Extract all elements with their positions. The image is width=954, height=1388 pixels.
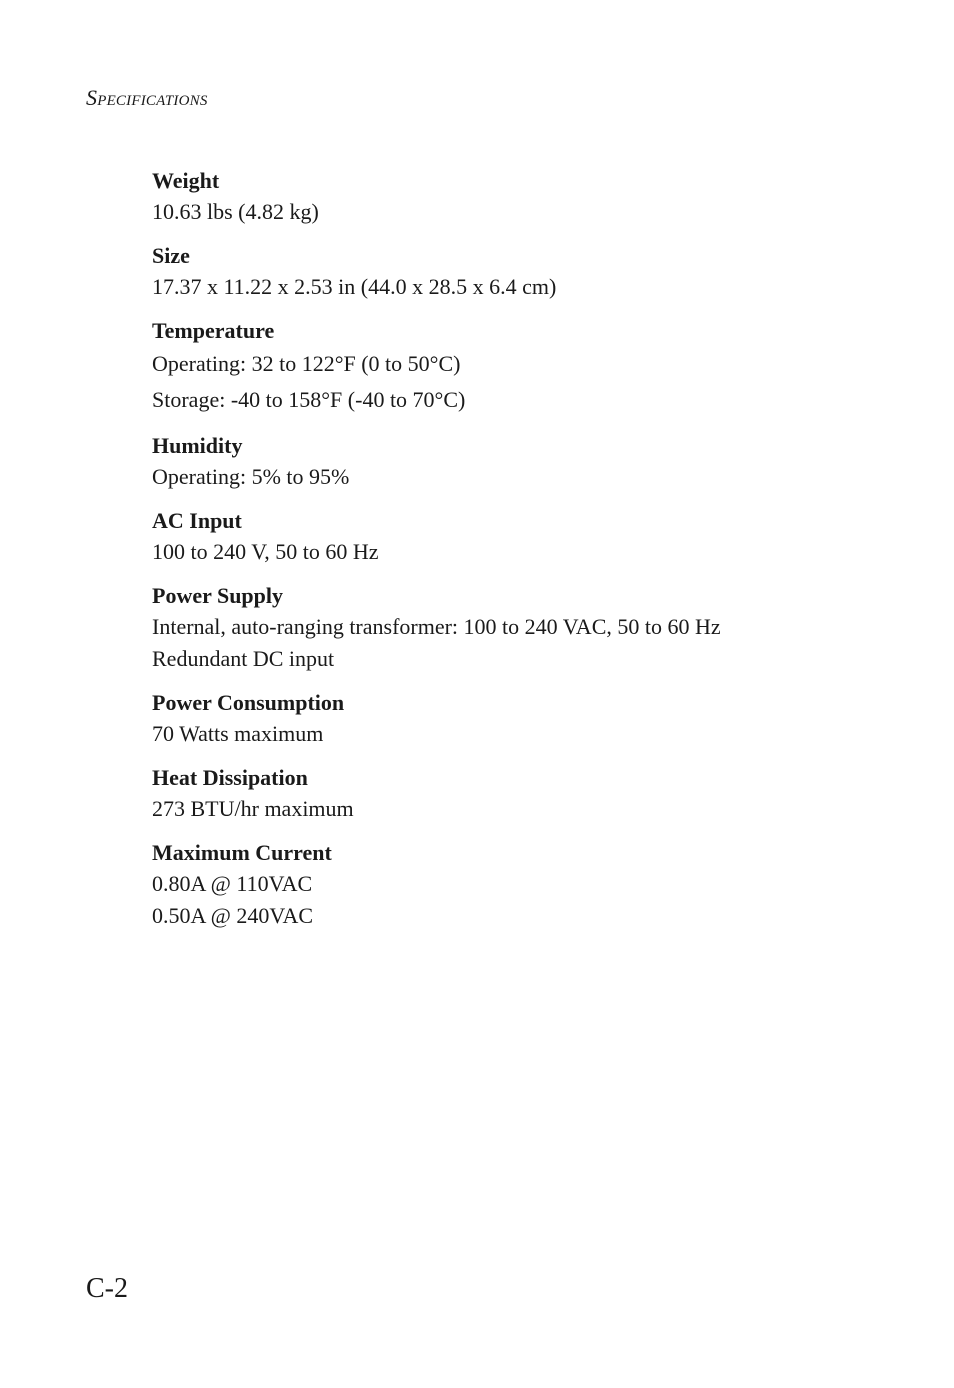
spec-value: Storage: -40 to 158°F (-40 to 70°C) [152, 387, 466, 412]
spec-temperature [152, 316, 872, 418]
spec-value: 273 BTU/hr maximum [152, 796, 354, 821]
spec-heading: Power Consumption [152, 690, 345, 715]
spec-value: Operating: 5% to 95% [152, 464, 350, 489]
running-header: Specifications [86, 85, 208, 110]
spec-value: 10.63 lbs (4.82 kg) [152, 199, 319, 224]
spec-value: 70 Watts maximum [152, 721, 324, 746]
spec-power-consumption [152, 688, 872, 750]
spec-value: 17.37 x 11.22 x 2.53 in (44.0 x 28.5 x 6.4 cm) [152, 274, 557, 299]
spec-maximum-current [152, 838, 872, 932]
spec-value: 100 to 240 V, 50 to 60 Hz [152, 539, 379, 564]
spec-heat-dissipation [152, 763, 872, 825]
spec-weight [152, 166, 872, 228]
spec-heading: Temperature [152, 318, 275, 343]
spec-heading: Heat Dissipation [152, 765, 308, 790]
spec-heading: Size [152, 243, 190, 268]
spec-heading: Weight [152, 168, 220, 193]
spec-size [152, 241, 872, 303]
spec-power-supply [152, 581, 872, 675]
spec-heading: AC Input [152, 508, 242, 533]
spec-humidity [152, 431, 872, 493]
spec-value: Redundant DC input [152, 646, 335, 671]
spec-heading: Maximum Current [152, 840, 332, 865]
spec-value: Operating: 32 to 122°F (0 to 50°C) [152, 351, 461, 376]
spec-heading: Power Supply [152, 583, 284, 608]
spec-heading: Humidity [152, 433, 243, 458]
page-number: C-2 [86, 1273, 128, 1304]
spec-value: 0.80A @ 110VAC [152, 871, 313, 896]
spec-value: Internal, auto-ranging transformer: 100 to 240 VAC, 50 to 60 Hz [152, 614, 721, 639]
spec-ac-input [152, 506, 872, 568]
specifications-list [152, 166, 872, 945]
spec-value: 0.50A @ 240VAC [152, 903, 314, 928]
